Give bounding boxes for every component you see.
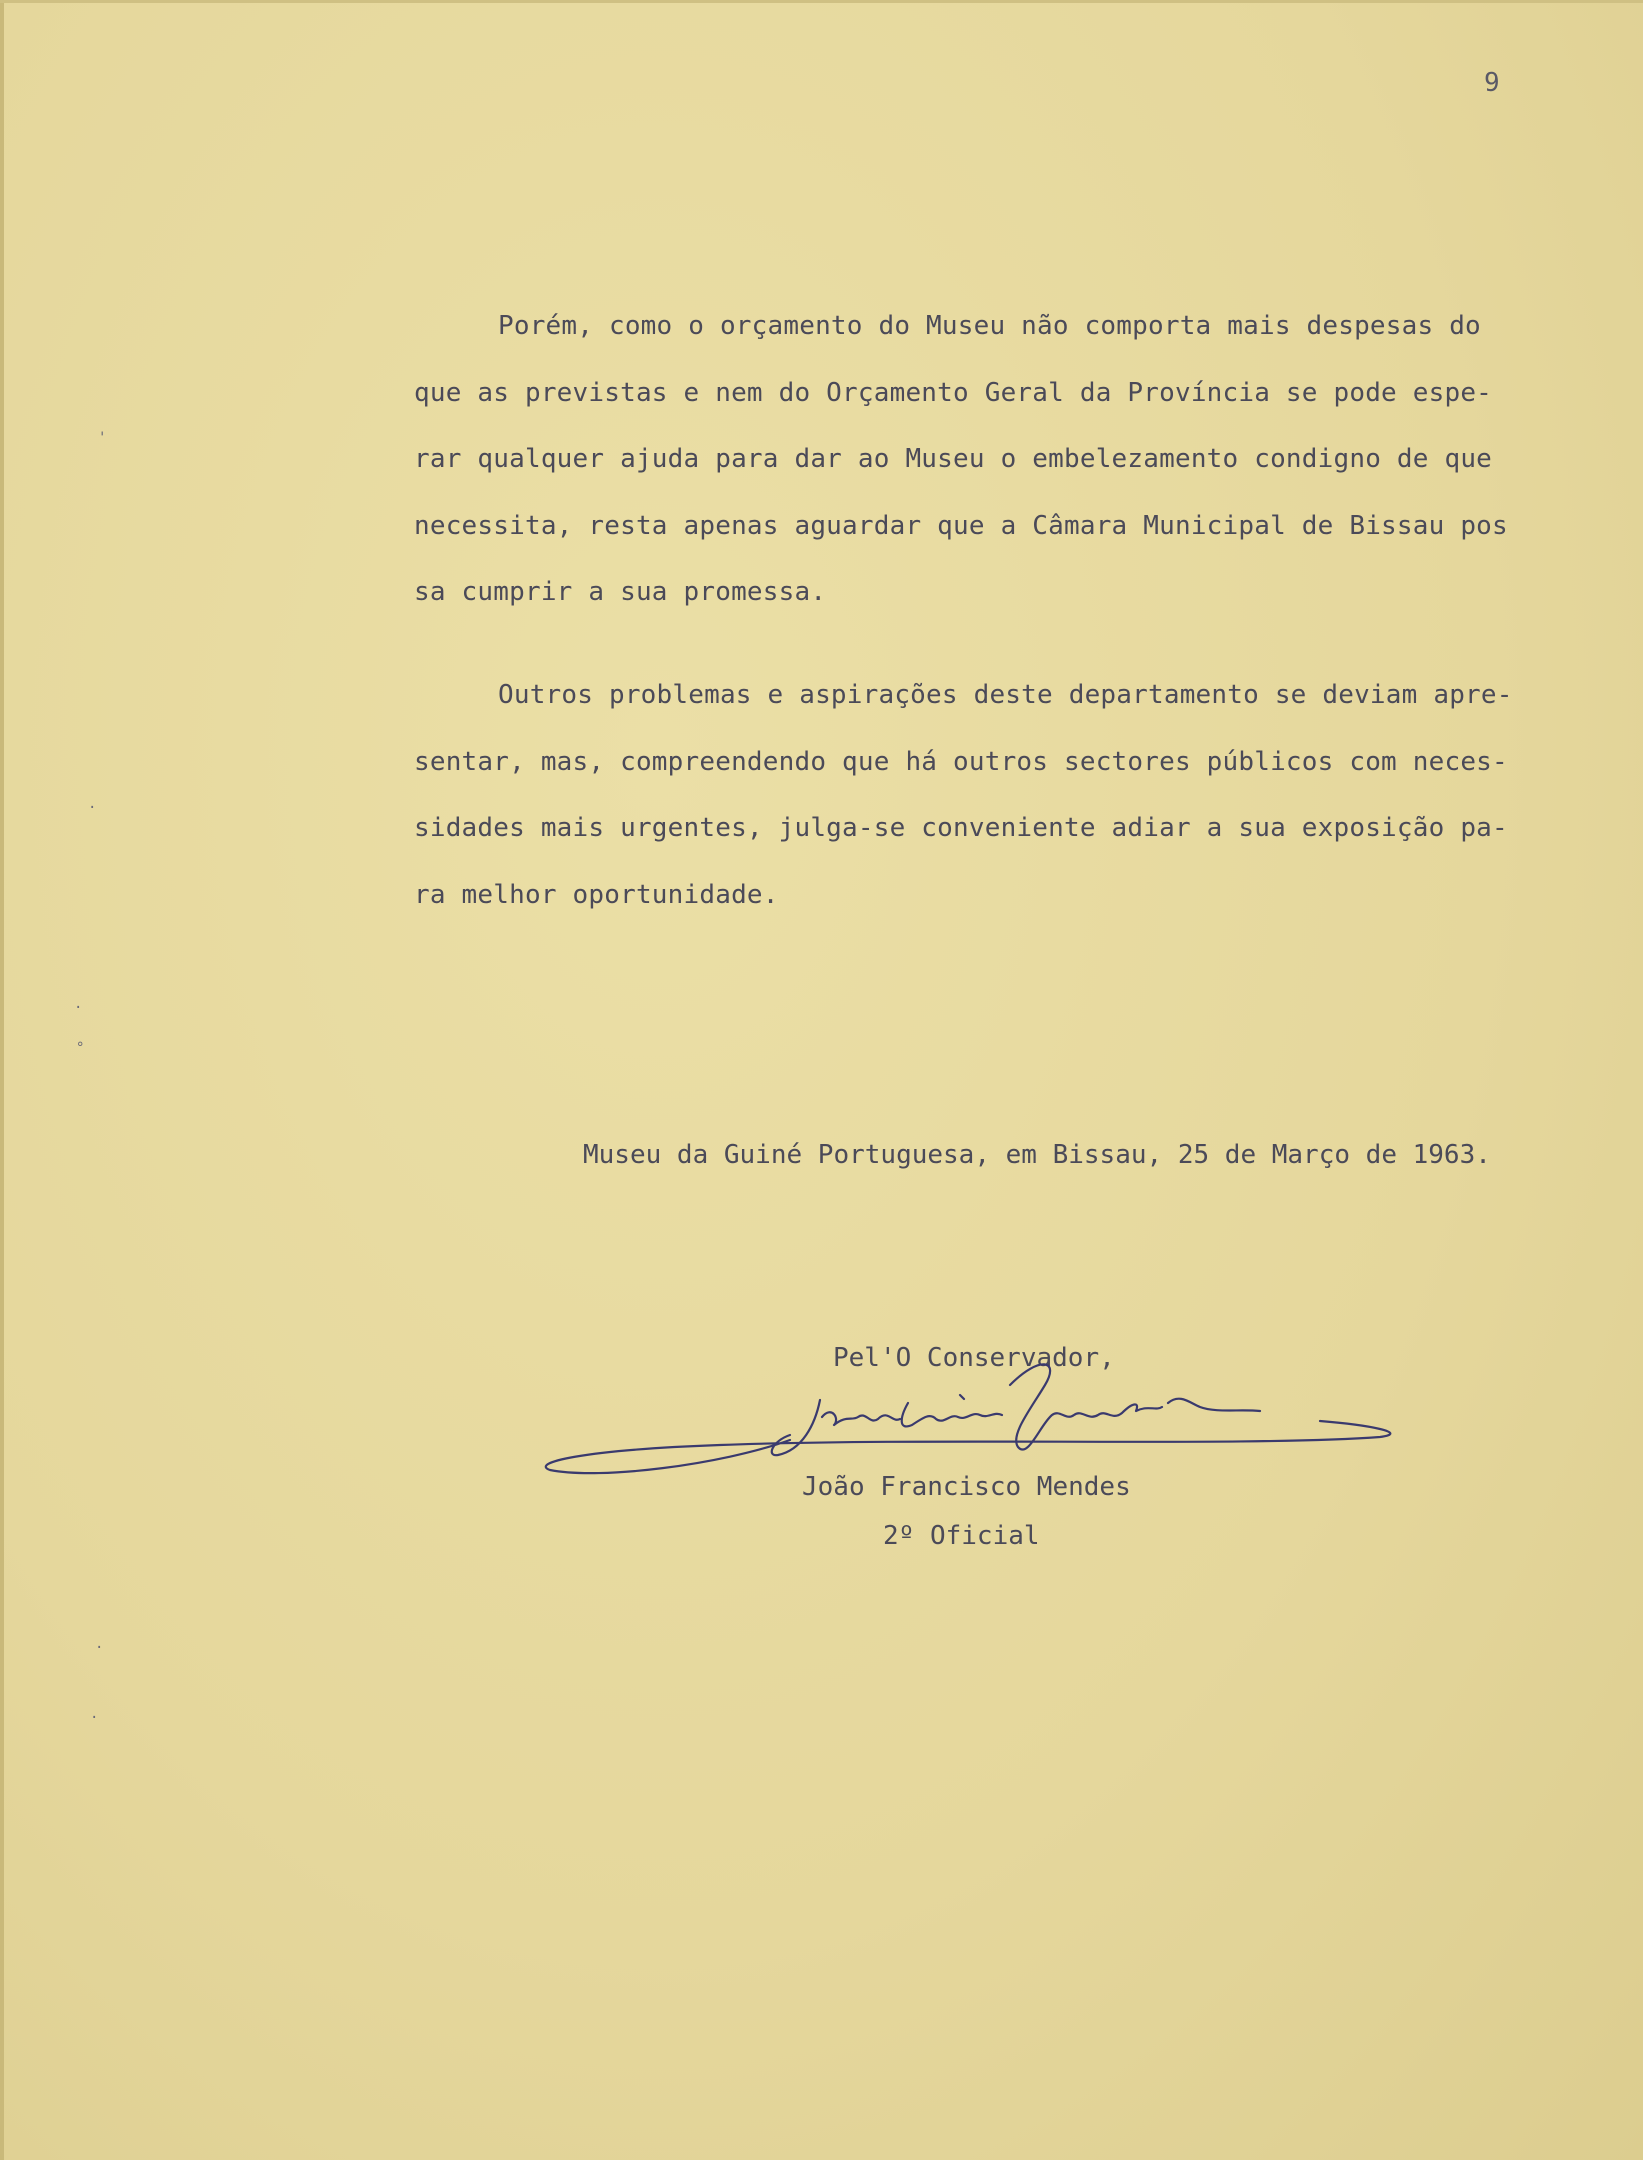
paper-speck: ° <box>76 1040 85 1056</box>
paragraph-other-problems <box>414 662 1574 928</box>
paragraph-line: Outros problemas e aspirações deste departamento se deviam apre- <box>498 680 1513 710</box>
paragraph-line: sentar, mas, compreendendo que há outros sectores públicos com neces- <box>414 746 1508 777</box>
page-number: 9 <box>1484 68 1500 98</box>
paragraph-budget <box>414 293 1574 626</box>
paragraph-line: Porém, como o orçamento do Museu não comporta mais despesas do <box>498 311 1481 341</box>
paragraph-line: que as previstas e nem do Orçamento Geral da Província se pode espe- <box>414 377 1493 408</box>
paragraph-line: rar qualquer ajuda para dar ao Museu o embelezamento condigno de que <box>414 444 1493 474</box>
signatory-title: 2º Oficial <box>883 1521 1040 1551</box>
paper-left-edge <box>0 0 4 2160</box>
signatory-name: João Francisco Mendes <box>802 1472 1131 1502</box>
paragraph-line: necessita, resta apenas aguardar que a Câmara Municipal de Bissau pos <box>414 510 1508 541</box>
paper-speck: ' <box>98 430 107 446</box>
paragraph-line: ra melhor oportunidade. <box>414 879 779 910</box>
paper-speck: · <box>74 1000 83 1016</box>
paper-speck: · <box>95 1640 104 1656</box>
place-and-date: Museu da Guiné Portuguesa, em Bissau, 25 de Março de 1963. <box>583 1140 1491 1170</box>
paragraph-line: sidades mais urgentes, julga-se conveniente adiar a sua exposição pa- <box>414 813 1508 843</box>
paragraph-line: sa cumprir a sua promessa. <box>414 577 827 607</box>
paper-speck: · <box>88 800 97 816</box>
paper-top-edge <box>0 0 1643 3</box>
paper-speck: · <box>90 1710 99 1726</box>
signature-block <box>540 1335 1400 1575</box>
signature-label: Pel'O Conservador, <box>833 1343 1115 1373</box>
